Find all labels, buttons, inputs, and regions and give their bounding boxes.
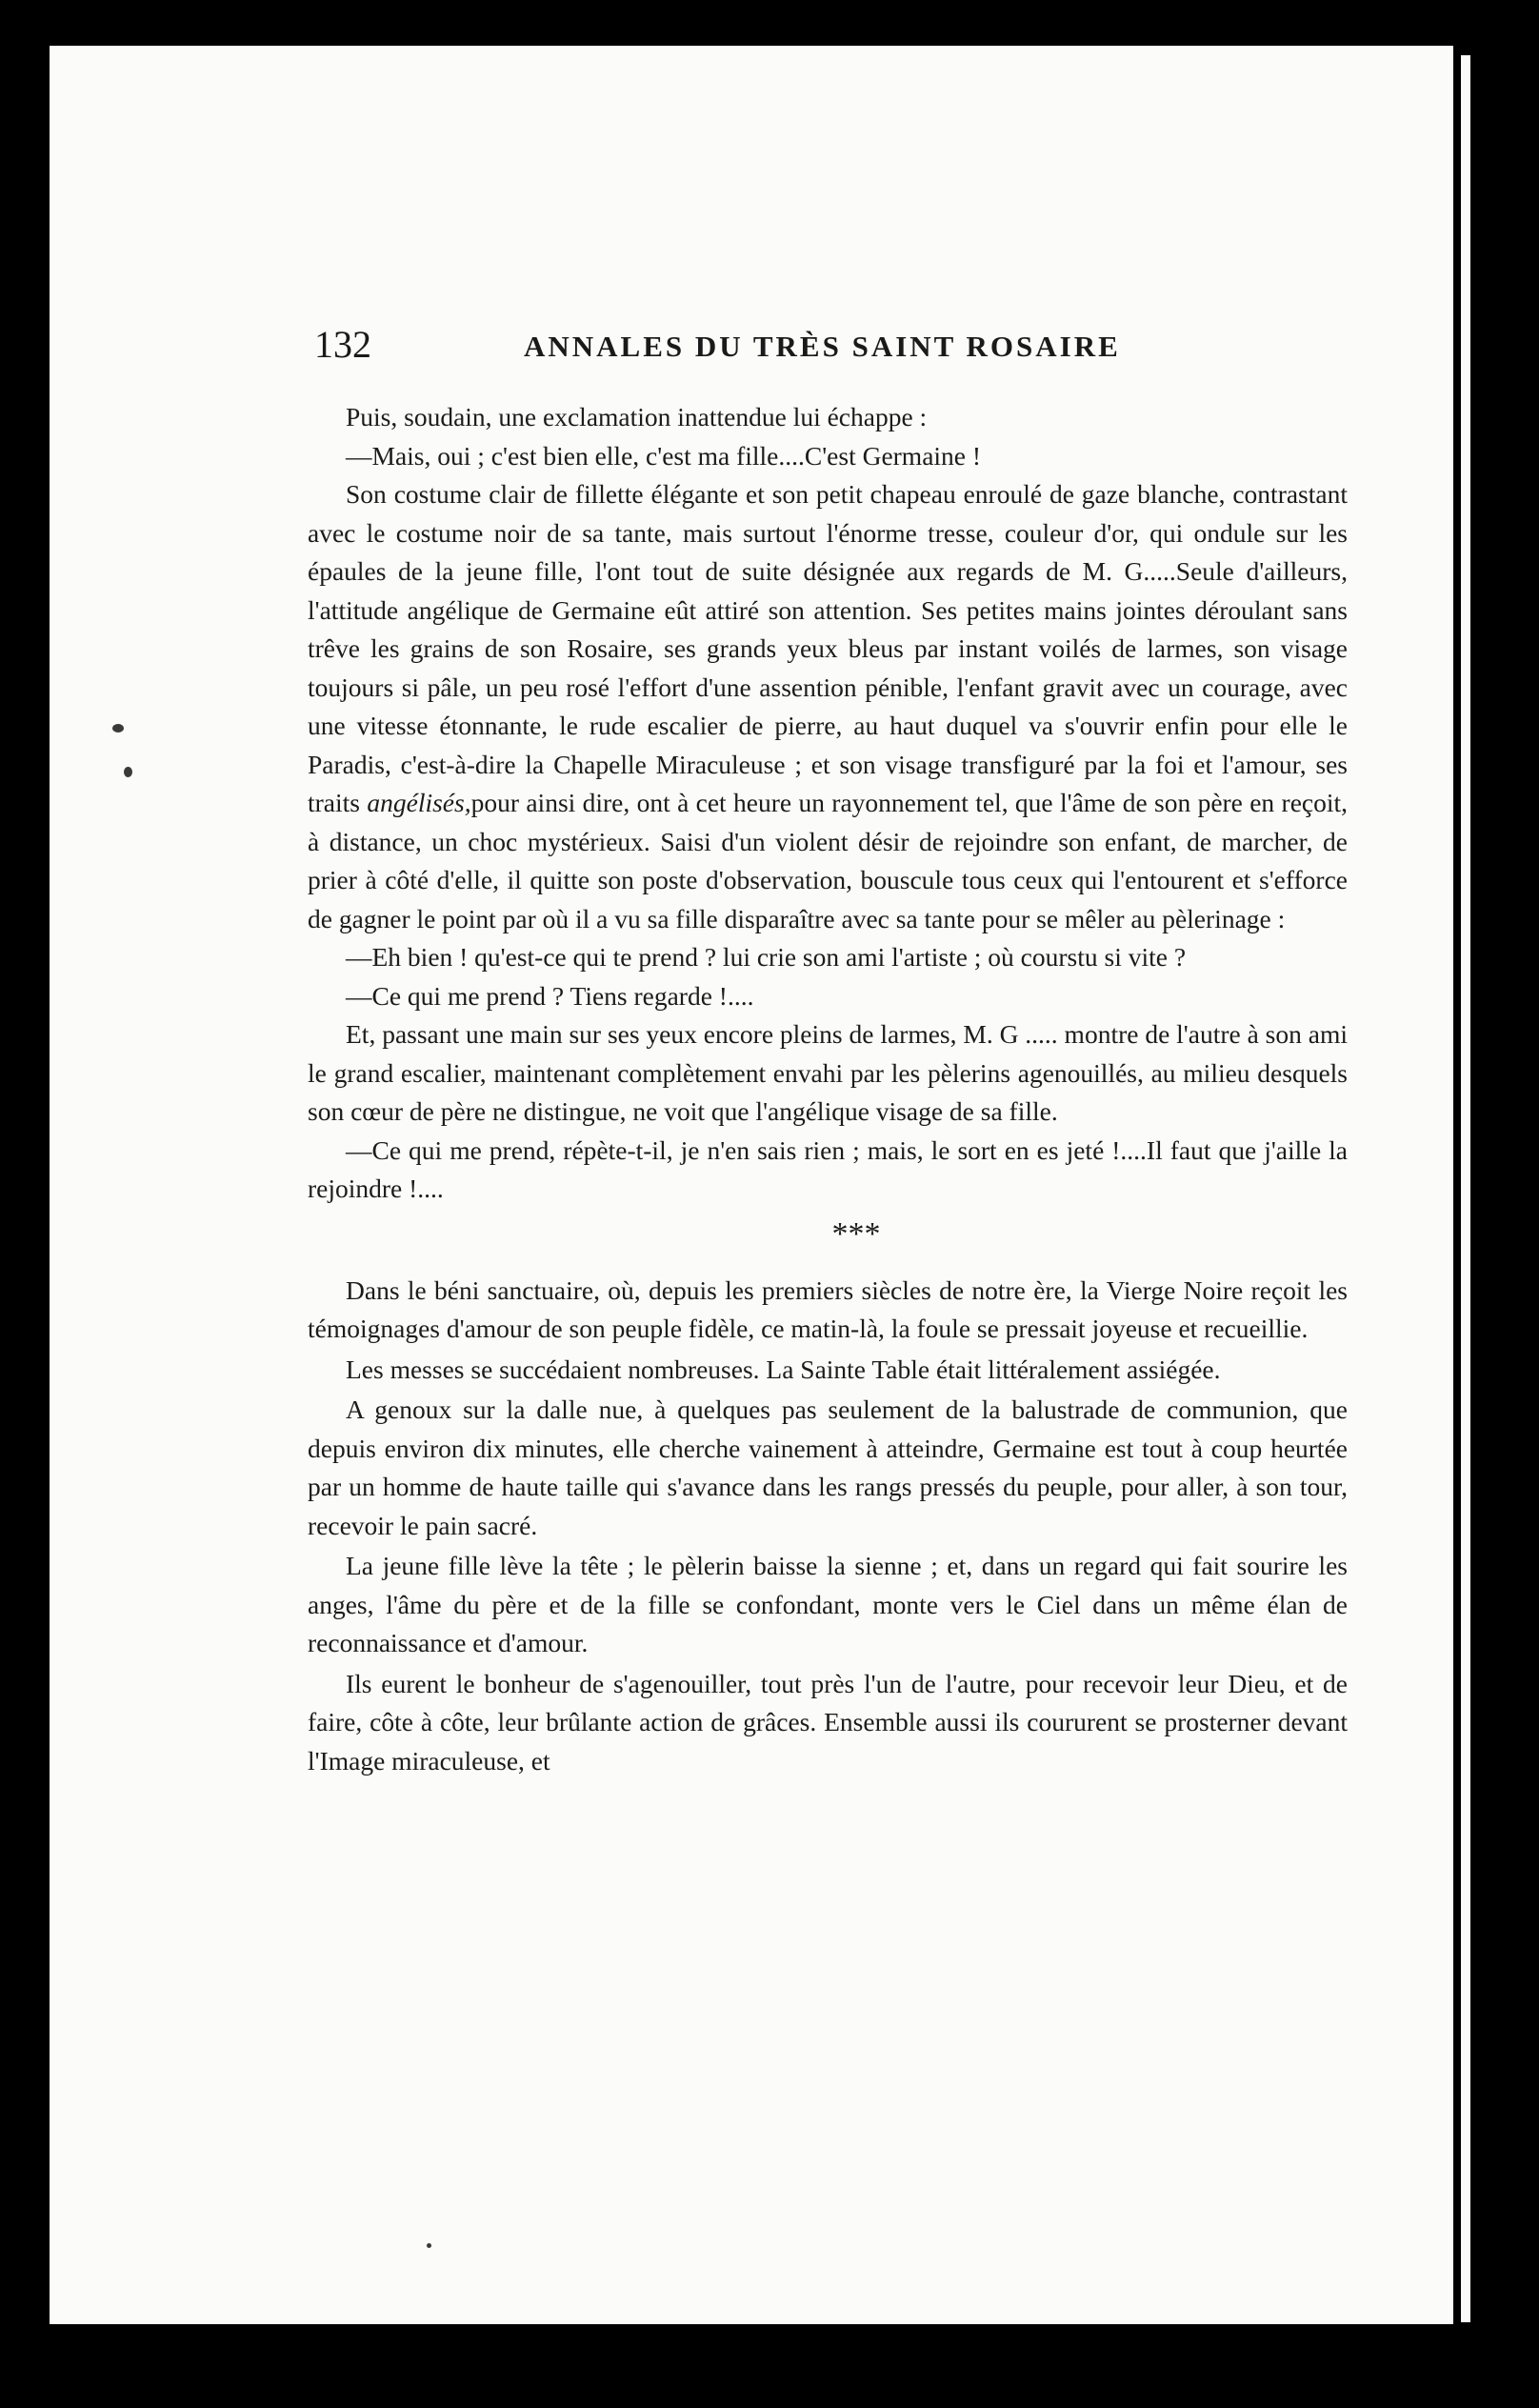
paragraph: —Eh bien ! qu'est-ce qui te prend ? lui crie son ami l'artiste ; où courstu si vite ?	[346, 942, 1187, 972]
ink-speck	[427, 2243, 431, 2248]
paragraph: —Mais, oui ; c'est bien elle, c'est ma fille....C'est Germaine !	[346, 440, 982, 471]
paragraph-text: pour ainsi dire, ont à cet heure un rayonnement tel, que l'âme de son père en reçoit, à distance, un choc mystérieux. Saisi d'un violent désir de rejoindre son enfant, de marcher, de prier à côté d'elle, il quitte son poste d'observation, bouscule tous ceux qui l'entourent et s'efforce de gagner le point par où il a vu sa fille disparaître avec sa tante pour se mêler au pèlerinage :	[308, 788, 1349, 933]
asterism: ***	[831, 1215, 881, 1252]
ink-speck	[112, 724, 124, 732]
paragraph: Et, passant une main sur ses yeux encore pleins de larmes, M. G ..... montre de l'autre à son ami le grand escalier, maintenant complètement envahi par les pèlerins agenouillés, au milieu desquels son cœur de père ne distingue, ne voit que l'angélique visage de sa fille.	[308, 1019, 1348, 1126]
paragraph: Ils eurent le bonheur de s'agenouiller, tout près l'un de l'autre, pour recevoir leur Dieu, et de faire, côte à côte, leur brûlante action de grâces. Ensemble aussi ils coururent se prosterner devant l'Image miraculeuse, et	[308, 1668, 1348, 1776]
paragraph: —Ce qui me prend ? Tiens regarde !....	[346, 980, 754, 1011]
paragraph: La jeune fille lève la tête ; le pèlerin baisse la sienne ; et, dans un regard qui fait sourire les anges, l'âme du père et de la fille se confondant, monte vers le Ciel dans un même élan de reconnaissance et d'amour.	[308, 1551, 1348, 1657]
italic-word: angélisés,	[367, 788, 471, 817]
page-number: 132	[314, 323, 371, 366]
paragraph: —Ce qui me prend, répète-t-il, je n'en sais rien ; mais, le sort en es jeté !....Il faut que j'aille la rejoindre !....	[308, 1134, 1348, 1203]
page-header	[314, 322, 1349, 379]
paragraph	[308, 475, 1348, 938]
paragraph: Puis, soudain, une exclamation inattendue lui échappe :	[346, 402, 928, 431]
paragraph: A genoux sur la dalle nue, à quelques pas seulement de la balustrade de communion, que depuis environ dix minutes, elle cherche vainement à atteindre, Germaine est tout à coup heurtée par un homme de haute taille qui s'avance dans les rangs pressés du peuple, pour aller, à son tour, recevoir le pain sacré.	[308, 1395, 1348, 1540]
running-title: ANNALES DU TRÈS SAINT ROSAIRE	[524, 330, 1121, 363]
body-text	[308, 398, 1348, 1780]
next-page-edge	[1461, 55, 1470, 2322]
paragraph: Dans le béni sanctuaire, où, depuis les premiers siècles de notre ère, la Vierge Noire reçoit les témoignages d'amour de son peuple fidèle, ce matin-là, la foule se pressait joyeuse et recueillie.	[308, 1274, 1348, 1343]
section-separator	[365, 1209, 1348, 1272]
paragraph: Les messes se succédaient nombreuses. La Sainte Table était littéralement assiégée.	[346, 1354, 1221, 1384]
paragraph-text: Son costume clair de fillette élégante et son petit chapeau enroulé de gaze blanche, contrastant avec le costume noir de sa tante, mais surtout l'énorme tresse, couleur d'or, qui ondule sur les épaules de la jeune fille, l'ont tout de suite désignée aux regards de M. G.....Seule d'ailleurs, l'attitude angélique de Germaine eût attiré son attention. Ses petites mains jointes déroulant sans trêve les grains de son Rosaire, ses grands yeux bleus par instant voilés de larmes, son visage toujours si pâle, un peu rosé l'effort d'une assention pénible, l'enfant gravit avec un courage, avec une vitesse étonnante, le rude escalier de pierre, au haut duquel va s'ouvrir enfin pour elle le Paradis, c'est-à-dire la Chapelle Miraculeuse ; et son visage transfiguré par la foi et l'amour, ses traits	[308, 479, 1348, 817]
ink-speck	[124, 767, 132, 777]
